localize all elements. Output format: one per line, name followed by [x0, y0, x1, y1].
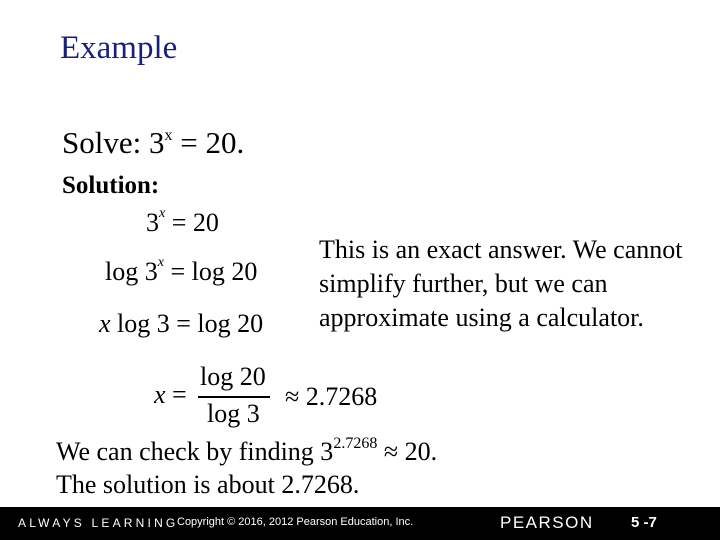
slide-number: 5 -7: [631, 514, 657, 531]
step-2-pre: log 3: [105, 257, 158, 286]
solution-label: Solution:: [62, 172, 160, 199]
check-exponent: 2.7268: [333, 435, 378, 452]
fraction-numerator: log 20: [200, 362, 266, 391]
copyright-notice: Copyright © 2016, 2012 Pearson Education, Inc.: [177, 516, 414, 528]
step-1-equation: [146, 208, 219, 238]
fraction-bar: [198, 396, 270, 398]
publisher-logo: PEARSON: [500, 513, 594, 532]
step-1-base: 3: [146, 208, 159, 237]
step-3-var: x: [99, 309, 111, 338]
slide-title: Example: [60, 30, 178, 66]
problem-prefix: Solve: 3: [62, 125, 165, 160]
step-4-equals: =: [165, 380, 187, 409]
brand-tagline: ALWAYS LEARNING: [18, 516, 179, 530]
check-statement: [56, 437, 437, 467]
check-suffix: ≈ 20.: [377, 437, 438, 466]
problem-statement: [62, 125, 244, 161]
conclusion-statement: The solution is about 2.7268.: [56, 470, 360, 499]
step-2-exponent: x: [157, 255, 164, 270]
step-4-var: x: [154, 380, 166, 409]
check-prefix: We can check by finding 3: [56, 437, 334, 466]
step-1-exponent: x: [159, 206, 166, 221]
exact-answer-note: This is an exact answer. We cannot simplify further, but we can approximate using a calculator.: [319, 235, 683, 332]
approx-result: ≈ 2.7268: [285, 382, 378, 411]
footer-bar: [0, 507, 720, 540]
fraction-denominator: log 3: [207, 399, 260, 428]
step-1-rest: = 20: [165, 208, 219, 237]
problem-suffix: = 20.: [172, 125, 245, 160]
problem-exponent: x: [164, 127, 173, 144]
step-2-equation: [105, 257, 257, 287]
step-3-equation: [99, 309, 263, 339]
step-4-lhs: [154, 380, 187, 410]
step-3-rest: log 3 = log 20: [110, 309, 264, 338]
step-2-rest: = log 20: [163, 257, 258, 286]
